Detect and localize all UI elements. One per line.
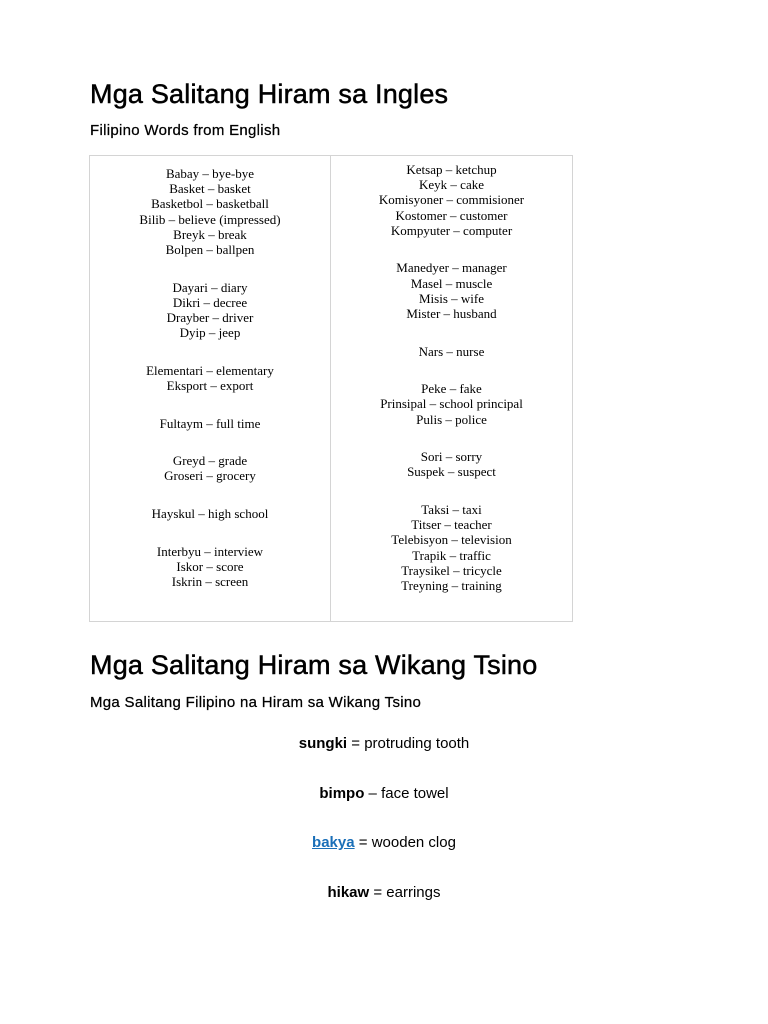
word-entry: Dayari – diary: [172, 279, 248, 295]
word-group: [331, 502, 572, 593]
loanword-separator: –: [364, 784, 382, 802]
word-entry: Hayskul – high school: [151, 506, 269, 521]
word-entry: Bilib – believe (impressed): [139, 211, 281, 227]
loanword-meaning: earrings: [386, 883, 441, 901]
word-group: [90, 280, 330, 341]
chinese-section-subtitle: Mga Salitang Filipino na Hiram sa Wikang Tsino: [90, 694, 422, 711]
english-section-title: Mga Salitang Hiram sa Ingles: [90, 79, 449, 109]
word-entry: Dyip – jeep: [179, 325, 241, 341]
loanword-meaning: face towel: [381, 784, 449, 802]
word-entry: Basketbol – basketball: [151, 196, 269, 212]
loanword-term: hikaw: [327, 883, 370, 901]
word-group: [331, 449, 572, 479]
loanword-separator: =: [369, 883, 387, 901]
word-entry: Misis – wife: [419, 290, 484, 306]
word-entry: Basket – basket: [169, 181, 251, 197]
english-words-table: [89, 155, 573, 622]
word-entry: Ketsap – ketchup: [406, 162, 497, 177]
loanword-separator: =: [354, 834, 372, 852]
english-section-subtitle: Filipino Words from English: [90, 122, 281, 139]
loanword-separator: =: [347, 735, 365, 752]
words-column-left: [90, 156, 331, 621]
loanword-term: sungki: [298, 735, 348, 752]
word-group: [90, 544, 330, 590]
word-entry: Kompyuter – computer: [390, 222, 513, 238]
word-entry: Suspek – suspect: [407, 464, 496, 480]
word-entry: Mister – husband: [406, 306, 497, 322]
words-column-right: [331, 156, 572, 621]
word-entry: Komisyoner – commisioner: [378, 192, 525, 208]
word-entry: Titser – teacher: [411, 517, 492, 533]
word-entry: Greyd – grade: [172, 453, 248, 469]
word-entry: Interbyu – interview: [156, 543, 264, 559]
word-group: [90, 416, 330, 431]
word-group: [90, 166, 330, 257]
word-group: [90, 363, 330, 393]
word-group: [331, 162, 572, 238]
word-entry: Drayber – driver: [166, 310, 254, 326]
loanword-term: bimpo: [319, 784, 365, 802]
loanword-item: [0, 735, 768, 785]
word-entry: Sori – sorry: [420, 449, 483, 465]
word-group: [90, 506, 330, 521]
loanword-item: [0, 785, 768, 835]
word-entry: Manedyer – manager: [396, 260, 507, 276]
word-entry: Elementari – elementary: [146, 362, 274, 378]
word-entry: Kostomer – customer: [395, 207, 508, 223]
word-group: [331, 381, 572, 427]
word-entry: Pulis – police: [416, 411, 487, 427]
word-entry: Dikri – decree: [172, 294, 248, 310]
word-group: [90, 453, 330, 483]
word-entry: Keyk – cake: [419, 177, 484, 193]
word-entry: Nars – nurse: [418, 343, 485, 359]
word-entry: Babay – bye-bye: [165, 166, 255, 181]
word-entry: Trapik – traffic: [412, 547, 491, 563]
loanword-item: [0, 834, 768, 884]
word-entry: Fultaym – full time: [159, 415, 261, 431]
loanword-item: [0, 884, 768, 934]
loanword-meaning: wooden clog: [371, 834, 456, 852]
word-entry: Eksport – export: [166, 378, 254, 394]
word-entry: Iskrin – screen: [171, 574, 249, 589]
word-entry: Masel – muscle: [410, 275, 493, 291]
word-entry: Peke – fake: [421, 381, 482, 397]
word-entry: Treyning – training: [401, 578, 502, 594]
word-entry: Telebisyon – television: [391, 532, 512, 548]
word-entry: Groseri – grocery: [164, 468, 256, 484]
word-entry: Breyk – break: [173, 226, 247, 242]
word-entry: Iskor – score: [176, 558, 244, 574]
loanword-link[interactable]: bakya: [312, 834, 355, 852]
chinese-section-title: Mga Salitang Hiram sa Wikang Tsino: [90, 650, 538, 680]
word-group: [331, 260, 572, 321]
loanword-meaning: protruding tooth: [364, 735, 470, 752]
word-entry: Taksi – taxi: [421, 502, 482, 517]
word-entry: Prinsipal – school principal: [380, 396, 523, 412]
word-group: [331, 344, 572, 359]
word-entry: Bolpen – ballpen: [165, 242, 255, 258]
word-entry: Traysikel – tricycle: [401, 562, 502, 578]
chinese-words-list: [0, 735, 768, 933]
